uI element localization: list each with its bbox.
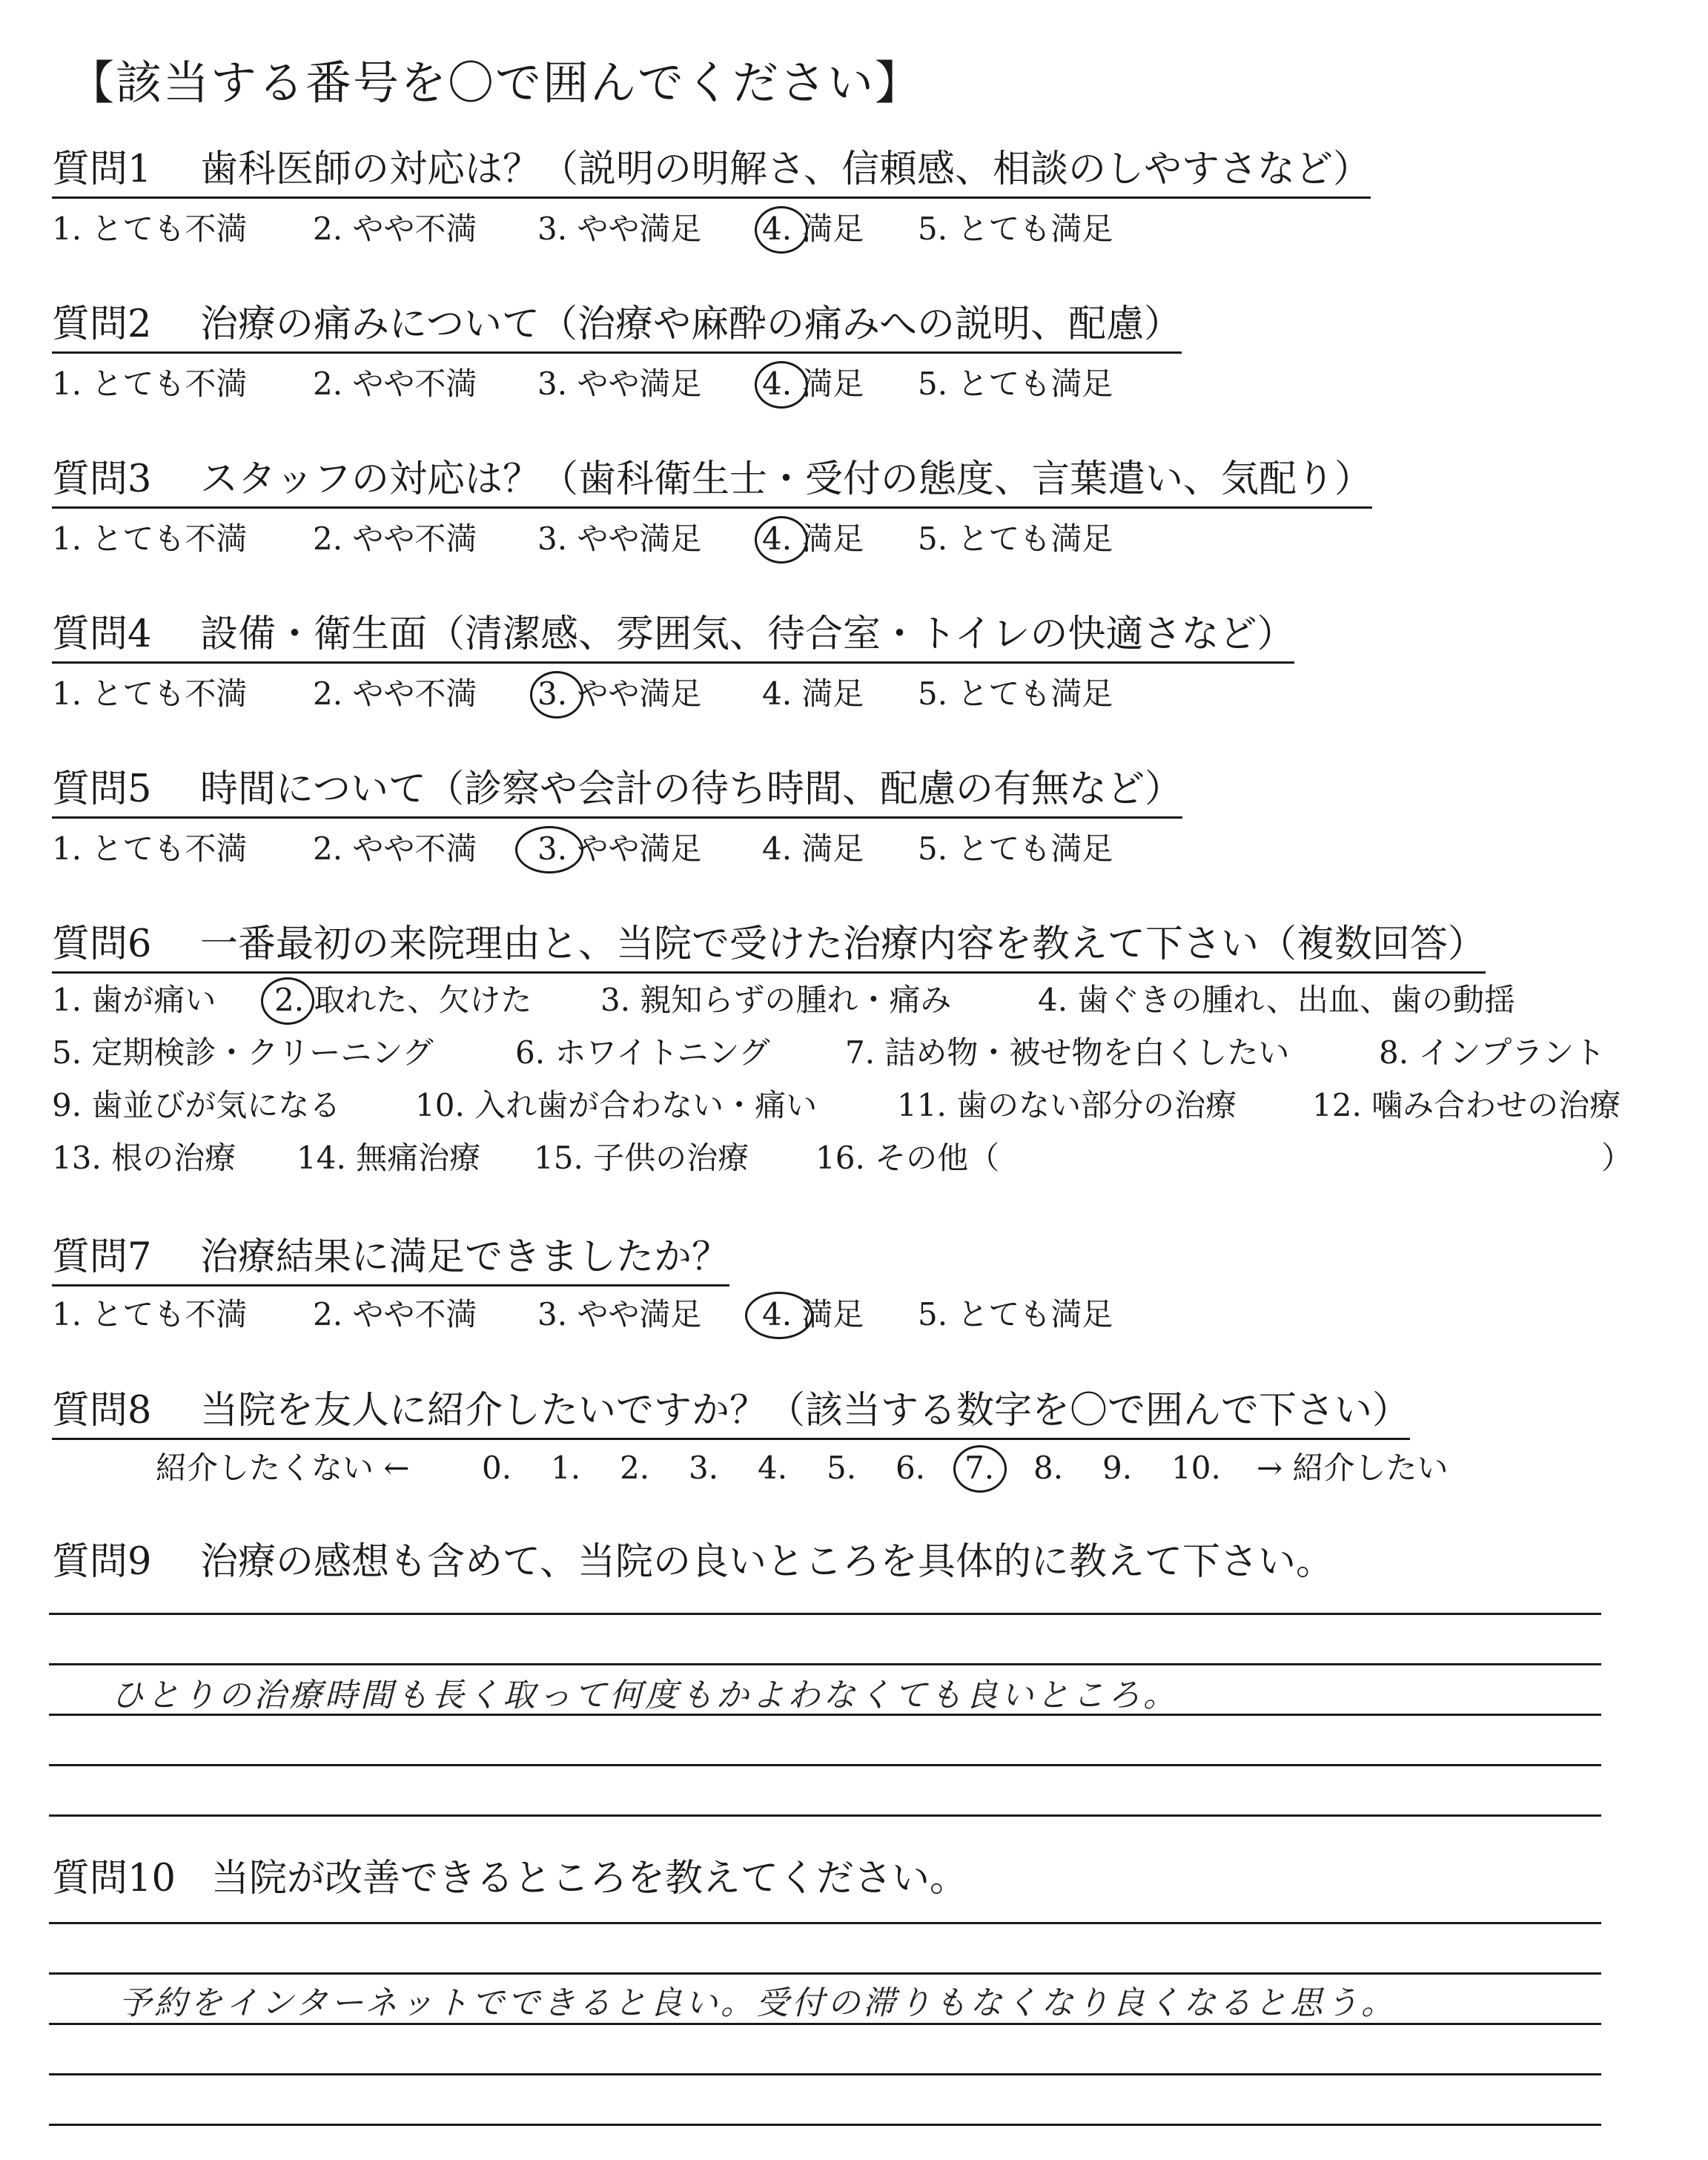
q6-option-15[interactable]: 15. 子供の治療 [534, 1140, 749, 1176]
q6-option-9[interactable]: 9. 歯並びが気になる [52, 1087, 341, 1123]
question-10-text: 当院が改善できるところを教えてください。 [211, 1857, 968, 1900]
q8-number-3[interactable]: 3. [689, 1450, 719, 1486]
q8-selection-circle [953, 1445, 1007, 1493]
q3-option-2[interactable]: 2. やや不満 [313, 521, 477, 557]
q6-option-8[interactable]: 8. インプラント [1379, 1034, 1606, 1071]
q1-option-1[interactable]: 1. とても不満 [52, 211, 248, 247]
question-3-text: スタッフの対応は？（歯科衛生士・受付の態度、言葉遣い、気配り） [200, 458, 1373, 501]
q7-option-5[interactable]: 5. とても満足 [918, 1296, 1113, 1332]
question-4-label: 質問4 [52, 612, 152, 656]
q5-option-3[interactable]: 3. やや満足 [537, 830, 702, 867]
q6-option-16-close-paren: ） [1601, 1140, 1633, 1176]
q4-option-1[interactable]: 1. とても不満 [52, 676, 248, 712]
question-6-text: 一番最初の来院理由と、当院で受けた治療内容を教えて下さい（複数回答） [200, 922, 1486, 966]
q3-option-4[interactable]: 4. 満足 [762, 521, 864, 557]
q8-number-1[interactable]: 1. [551, 1450, 581, 1486]
question-10 [52, 1857, 967, 1906]
q8-number-8[interactable]: 8. [1033, 1450, 1064, 1486]
q6-option-3[interactable]: 3. 親知らずの腫れ・痛み [600, 982, 952, 1018]
q8-number-5[interactable]: 5. [827, 1450, 857, 1486]
q9-handwritten-answer[interactable]: ひとりの治療時間も長く取って何度もかよわなくても良いところ。 [111, 1677, 1179, 1714]
question-9-text: 治療の感想も含めて、当院の良いところを具体的に教えて下さい。 [200, 1540, 1334, 1584]
question-2-label: 質問2 [52, 303, 152, 346]
q8-number-7[interactable]: 7. [964, 1450, 995, 1486]
q6-option-10[interactable]: 10. 入れ歯が合わない・痛い [415, 1087, 818, 1123]
q10-answer-line-2 [49, 1972, 1601, 1975]
q2-option-2[interactable]: 2. やや不満 [313, 366, 477, 402]
q9-answer-line-2 [49, 1663, 1601, 1665]
q3-option-3[interactable]: 3. やや満足 [537, 521, 702, 557]
q7-option-1[interactable]: 1. とても不満 [52, 1296, 248, 1332]
question-5-text: 時間について（診察や会計の待ち時間、配慮の有無など） [200, 767, 1182, 811]
question-6-label: 質問6 [52, 922, 152, 966]
q1-option-3[interactable]: 3. やや満足 [537, 211, 702, 247]
q5-option-4[interactable]: 4. 満足 [762, 830, 864, 867]
q6-option-12[interactable]: 12. 噛み合わせの治療 [1312, 1087, 1621, 1123]
q1-option-5[interactable]: 5. とても満足 [918, 211, 1113, 247]
q3-selection-circle [755, 516, 808, 564]
q6-option-16[interactable]: 16. その他（ [815, 1140, 1000, 1176]
q9-answer-line-4 [49, 1764, 1601, 1766]
q5-selection-circle [515, 826, 583, 873]
q2-option-5[interactable]: 5. とても満足 [918, 366, 1113, 402]
question-7-label: 質問7 [52, 1235, 152, 1279]
q8-number-4[interactable]: 4. [758, 1450, 788, 1486]
question-3 [52, 458, 1372, 509]
q8-number-2[interactable]: 2. [620, 1450, 650, 1486]
q6-option-14[interactable]: 14. 無痛治療 [297, 1140, 481, 1176]
q6-option-11[interactable]: 11. 歯のない部分の治療 [897, 1087, 1237, 1123]
q8-number-10[interactable]: 10. [1171, 1450, 1221, 1486]
q3-option-5[interactable]: 5. とても満足 [918, 521, 1113, 557]
q10-answer-line-1 [49, 1922, 1601, 1924]
q6-option-7[interactable]: 7. 詰め物・被せ物を白くしたい [845, 1034, 1290, 1071]
q4-selection-circle [530, 671, 583, 719]
q2-selection-circle [755, 361, 808, 409]
question-3-label: 質問3 [52, 458, 152, 501]
question-5 [52, 768, 1182, 819]
q7-option-4[interactable]: 4. 満足 [762, 1296, 864, 1332]
q6-option-6[interactable]: 6. ホワイトニング [515, 1034, 770, 1071]
question-5-label: 質問5 [52, 767, 152, 811]
question-1 [52, 148, 1371, 199]
question-7-text: 治療結果に満足できましたか？ [200, 1235, 730, 1279]
q4-option-4[interactable]: 4. 満足 [762, 676, 864, 712]
question-2 [52, 303, 1182, 354]
question-10-label: 質問10 [52, 1857, 176, 1900]
q6-selection-circle [261, 977, 314, 1025]
q2-option-4[interactable]: 4. 満足 [762, 366, 864, 402]
question-1-text: 歯科医師の対応は？（説明の明解さ、信頼感、相談のしやすさなど） [200, 148, 1371, 191]
question-2-text: 治療の痛みについて（治療や麻酔の痛みへの説明、配慮） [200, 303, 1182, 346]
q10-handwritten-answer[interactable]: 予約をインターネットでできると良い。受付の滞りもなくなり良くなると思う。 [119, 1984, 1397, 2022]
q10-answer-line-5 [49, 2124, 1601, 2126]
q10-answer-line-4 [49, 2073, 1601, 2075]
question-8-label: 質問8 [52, 1389, 152, 1433]
q2-option-3[interactable]: 3. やや満足 [537, 366, 702, 402]
q9-answer-line-1 [49, 1613, 1601, 1615]
q7-option-2[interactable]: 2. やや不満 [313, 1296, 477, 1332]
question-9-label: 質問9 [52, 1540, 152, 1584]
q8-number-6[interactable]: 6. [896, 1450, 926, 1486]
q9-answer-line-5 [49, 1814, 1601, 1817]
q6-option-13[interactable]: 13. 根の治療 [52, 1140, 236, 1176]
q5-option-5[interactable]: 5. とても満足 [918, 830, 1113, 867]
q3-option-1[interactable]: 1. とても不満 [52, 521, 248, 557]
q2-option-1[interactable]: 1. とても不満 [52, 366, 248, 402]
question-9 [52, 1541, 1334, 1589]
q5-option-1[interactable]: 1. とても不満 [52, 830, 248, 867]
q4-option-3[interactable]: 3. やや満足 [537, 676, 702, 712]
q8-left-label: 紹介したくない ← [156, 1450, 410, 1486]
q1-option-4[interactable]: 4. 満足 [762, 211, 864, 247]
question-6 [52, 923, 1486, 974]
question-7 [52, 1236, 729, 1287]
q4-option-2[interactable]: 2. やや不満 [313, 676, 477, 712]
q5-option-2[interactable]: 2. やや不満 [313, 830, 477, 867]
question-8-text: 当院を友人に紹介したいですか？（該当する数字を〇で囲んで下さい） [200, 1389, 1411, 1433]
question-4-text: 設備・衛生面（清潔感、雰囲気、待合室・トイレの快適さなど） [200, 612, 1295, 656]
page-title: 【該当する番号を〇で囲んでください】 [68, 56, 923, 110]
q7-option-3[interactable]: 3. やや満足 [537, 1296, 702, 1332]
q6-option-5[interactable]: 5. 定期検診・クリーニング [52, 1034, 434, 1071]
q7-selection-circle [745, 1292, 813, 1339]
q8-number-9[interactable]: 9. [1102, 1450, 1133, 1486]
q6-option-2[interactable]: 2. 取れた、欠けた [274, 982, 532, 1018]
q4-option-5[interactable]: 5. とても満足 [918, 676, 1113, 712]
q8-right-label: → 紹介したい [1257, 1450, 1449, 1486]
question-4 [52, 613, 1294, 664]
question-8 [52, 1390, 1410, 1440]
q6-option-4[interactable]: 4. 歯ぐきの腫れ、出血、歯の動揺 [1038, 982, 1515, 1018]
q8-number-0[interactable]: 0. [482, 1450, 512, 1486]
q1-selection-circle [755, 206, 808, 254]
q6-option-1[interactable]: 1. 歯が痛い [52, 982, 216, 1018]
q1-option-2[interactable]: 2. やや不満 [313, 211, 477, 247]
question-1-label: 質問1 [52, 148, 152, 191]
